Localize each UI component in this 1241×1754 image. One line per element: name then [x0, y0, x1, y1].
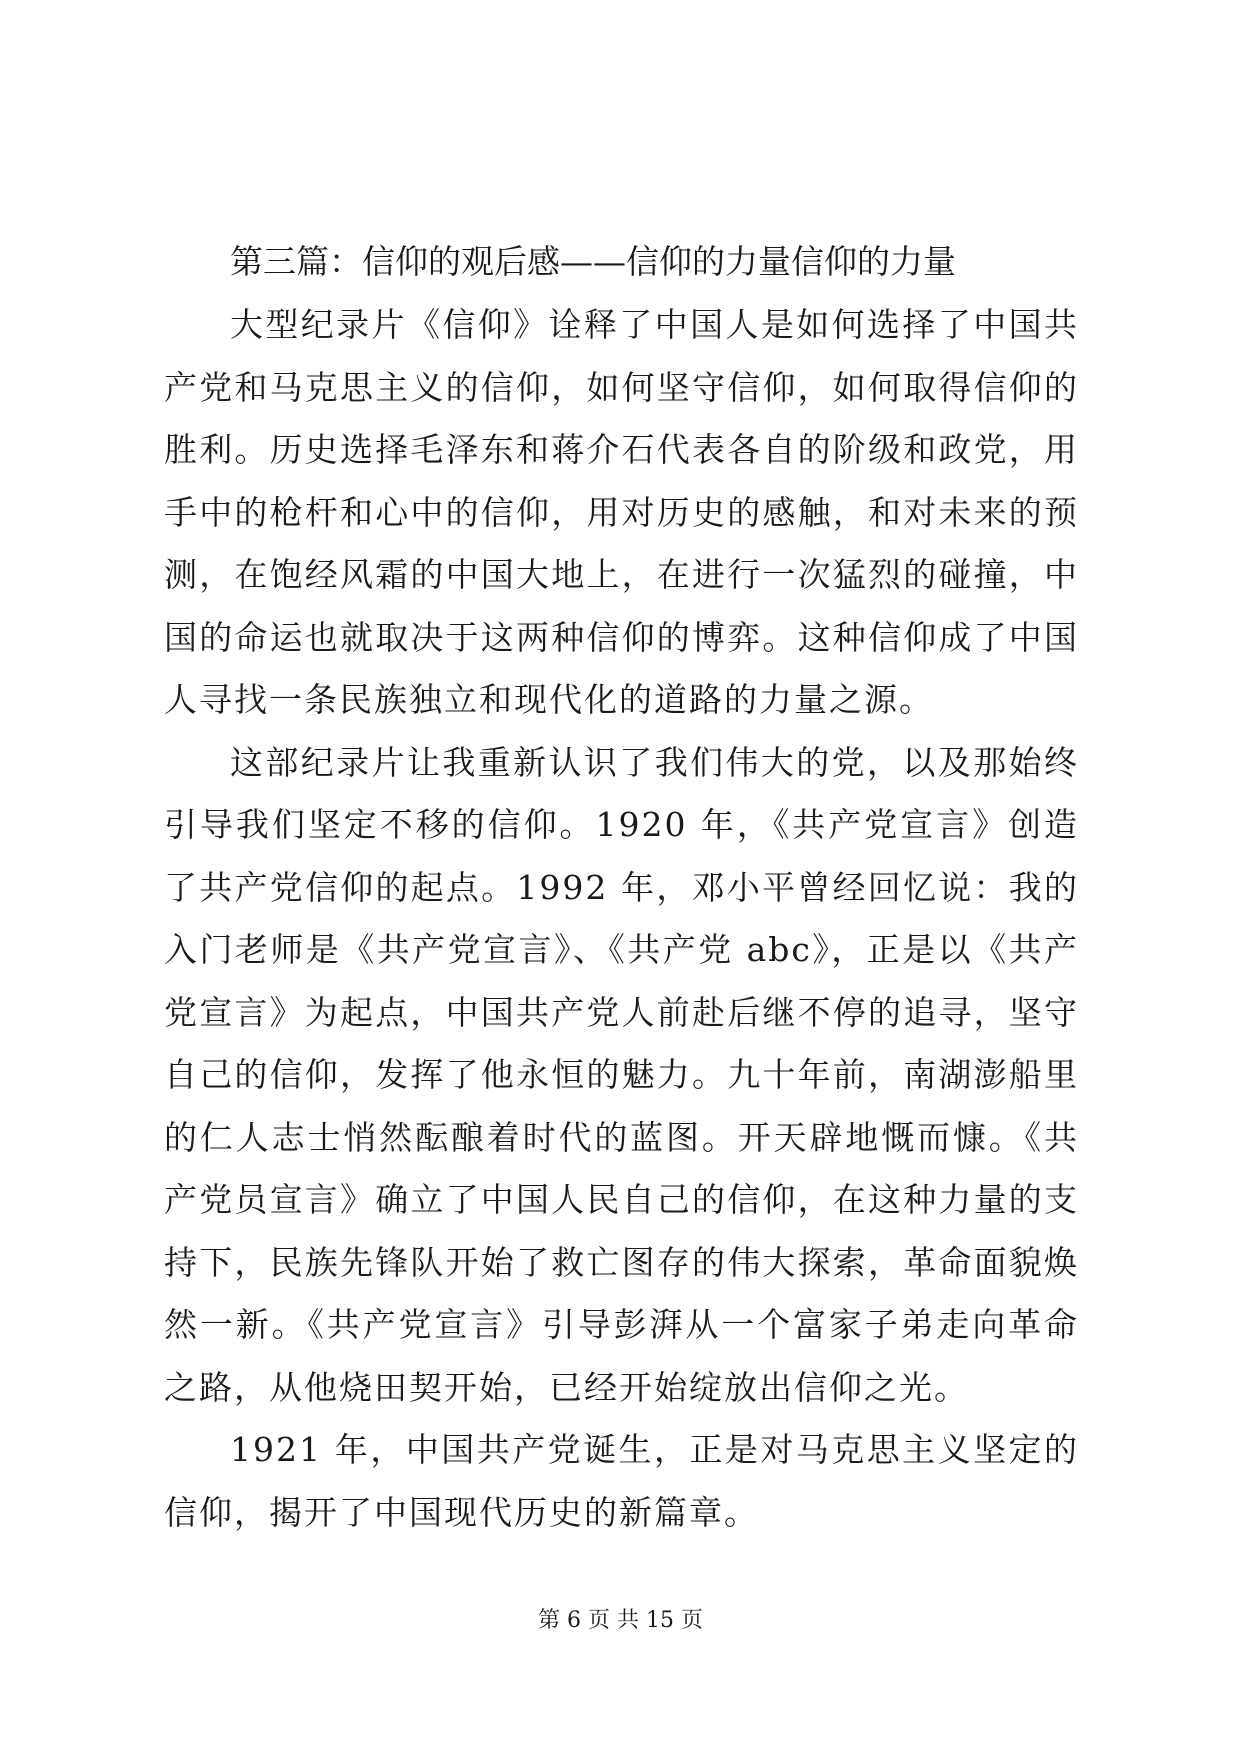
section-title: 第三篇：信仰的观后感——信仰的力量信仰的力量	[230, 242, 956, 281]
page-footer: 第 6 页 共 15 页	[538, 1608, 703, 1633]
paragraph: 1921 年，中国共产党诞生，正是对马克思主义坚定的信仰，揭开了中国现代历史的新篇章。	[164, 1430, 1079, 1532]
paragraph: 大型纪录片《信仰》诠释了中国人是如何选择了中国共产党和马克思主义的信仰，如何坚守信仰，如何取得信仰的胜利。历史选择毛泽东和蒋介石代表各自的阶级和政党，用手中的枪杆和心中的信仰，用对历史的感触，和对未来的预测，在饱经风霜的中国大地上，在进行一次猛烈的碰撞，中国的命运也就取决于这两种信仰的博弈。这种信仰成了中国人寻找一条民族独立和现代化的道路的力量之源。	[164, 305, 1079, 719]
paragraph: 这部纪录片让我重新认识了我们伟大的党，以及那始终引导我们坚定不移的信仰。1920 年，《共产党宣言》创造了共产党信仰的起点。1992 年，邓小平曾经回忆说：我的入门老师是《共产党宣言》、《共产党 abc》，正是以《共产党宣言》为起点，中国共产党人前赴后继不停的追寻，坚守自己的信仰，发挥了他永恒的魅力。九十年前，南湖澎船里的仁人志士悄然酝酿着时代的蓝图。开天辟地慨而慷。《共产党员宣言》确立了中国人民自己的信仰，在这种力量的支持下，民族先锋队开始了救亡图存的伟大探索，革命面貌焕然一新。《共产党宣言》引导彭湃从一个富家子弟走向革命之路，从他烧田契开始，已经开始绽放出信仰之光。	[164, 742, 1079, 1407]
document-body	[164, 234, 1079, 1544]
